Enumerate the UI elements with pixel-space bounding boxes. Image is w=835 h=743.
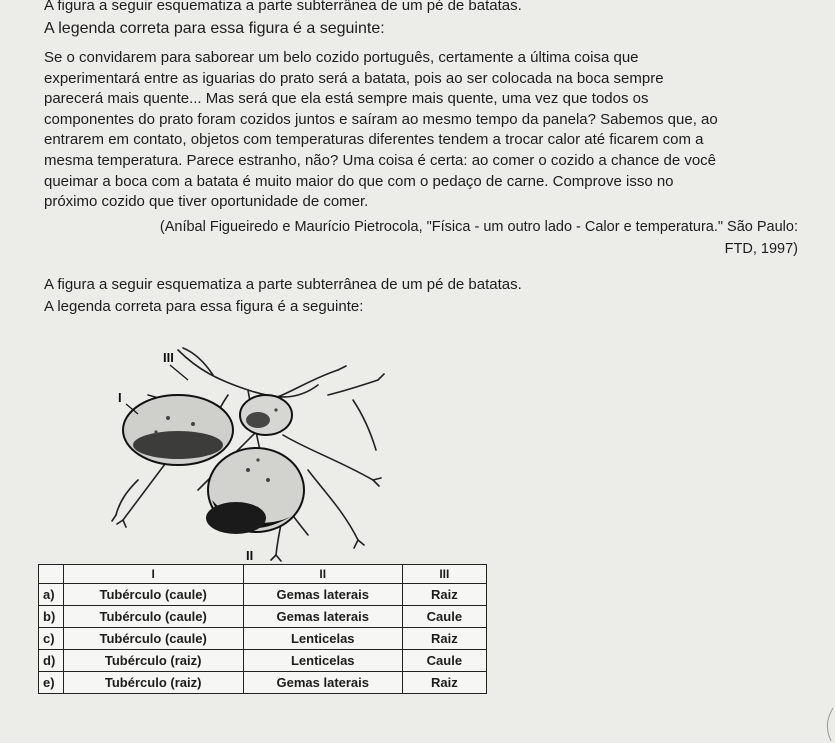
passage-line: parecerá mais quente... Mas será que ela está sempre mais quente, uma vez que todos os	[44, 90, 649, 108]
table-header-cell: I	[63, 565, 243, 584]
passage-line: Se o convidarem para saborear um belo cozido português, certamente a última coisa que	[44, 49, 639, 66]
table-cell: Tubérculo (raiz)	[63, 672, 243, 694]
passage-line: entrarem em contato, objetos com temperaturas diferentes tendem a trocar calor até ficarem com a	[44, 131, 704, 149]
answer-options-table	[38, 564, 487, 694]
table-header-cell	[39, 565, 64, 584]
table-cell: Lenticelas	[243, 628, 402, 650]
table-row	[39, 650, 487, 672]
question-prompt: A legenda correta para essa figura é a seguinte:	[44, 298, 364, 315]
table-row	[39, 606, 487, 628]
passage-line: mesma temperatura. Parece estranho, não? Uma coisa é certa: ao comer o cozido a chance de você	[44, 151, 717, 169]
table-header-cell: III	[402, 565, 486, 584]
table-row	[39, 628, 487, 650]
cut-off-question-text: A figura a seguir esquematiza a parte subterrânea de um pé de batatas.	[44, 0, 522, 14]
table-cell: Raiz	[402, 584, 486, 606]
table-cell: Caule	[402, 606, 486, 628]
potato-plant-illustration	[108, 340, 388, 565]
table-cell: Gemas laterais	[243, 672, 402, 694]
table-header-row	[39, 565, 487, 584]
passage-line: componentes do prato foram cozidos juntos e saíram ao mesmo tempo da panela? Sabemos que, ao	[44, 110, 718, 128]
question-prompt: A legenda correta para essa figura é a seguinte:	[44, 20, 385, 37]
question-statement: A figura a seguir esquematiza a parte subterrânea de um pé de batatas.	[44, 276, 522, 293]
passage-line: queimar a boca com a batata é muito maior do que com o pedaço de carne. Comprove isso no	[44, 172, 674, 190]
table-cell: Raiz	[402, 628, 486, 650]
option-letter: b)	[39, 606, 64, 628]
figure-label-III: III	[163, 350, 174, 365]
table-cell: Lenticelas	[243, 650, 402, 672]
option-letter: e)	[39, 672, 64, 694]
source-citation: (Aníbal Figueiredo e Maurício Pietrocola, "Física - um outro lado - Calor e temperatura." São Paulo: FTD, 1997)	[159, 219, 798, 257]
page-edge-mark	[815, 703, 835, 743]
table-header-cell: II	[243, 565, 402, 584]
table-cell: Gemas laterais	[243, 584, 402, 606]
option-letter: d)	[39, 650, 64, 672]
figure-label-II: II	[246, 548, 254, 563]
table-cell: Caule	[402, 650, 486, 672]
option-letter: c)	[39, 628, 64, 650]
figure-label-I: I	[118, 390, 122, 405]
option-letter: a)	[39, 584, 64, 606]
table-cell: Gemas laterais	[243, 606, 402, 628]
table-row	[39, 672, 487, 694]
text-passage	[44, 48, 804, 213]
table-cell: Raiz	[402, 672, 486, 694]
table-cell: Tubérculo (raiz)	[63, 650, 243, 672]
passage-line: experimentará entre as iguarias do prato será a batata, pois ao ser colocada na boca sempre	[44, 69, 664, 87]
table-row	[39, 584, 487, 606]
table-cell: Tubérculo (caule)	[63, 584, 243, 606]
table-cell: Tubérculo (caule)	[63, 606, 243, 628]
table-cell: Tubérculo (caule)	[63, 628, 243, 650]
passage-line: próximo cozido que tiver oportunidade de comer.	[44, 193, 369, 211]
